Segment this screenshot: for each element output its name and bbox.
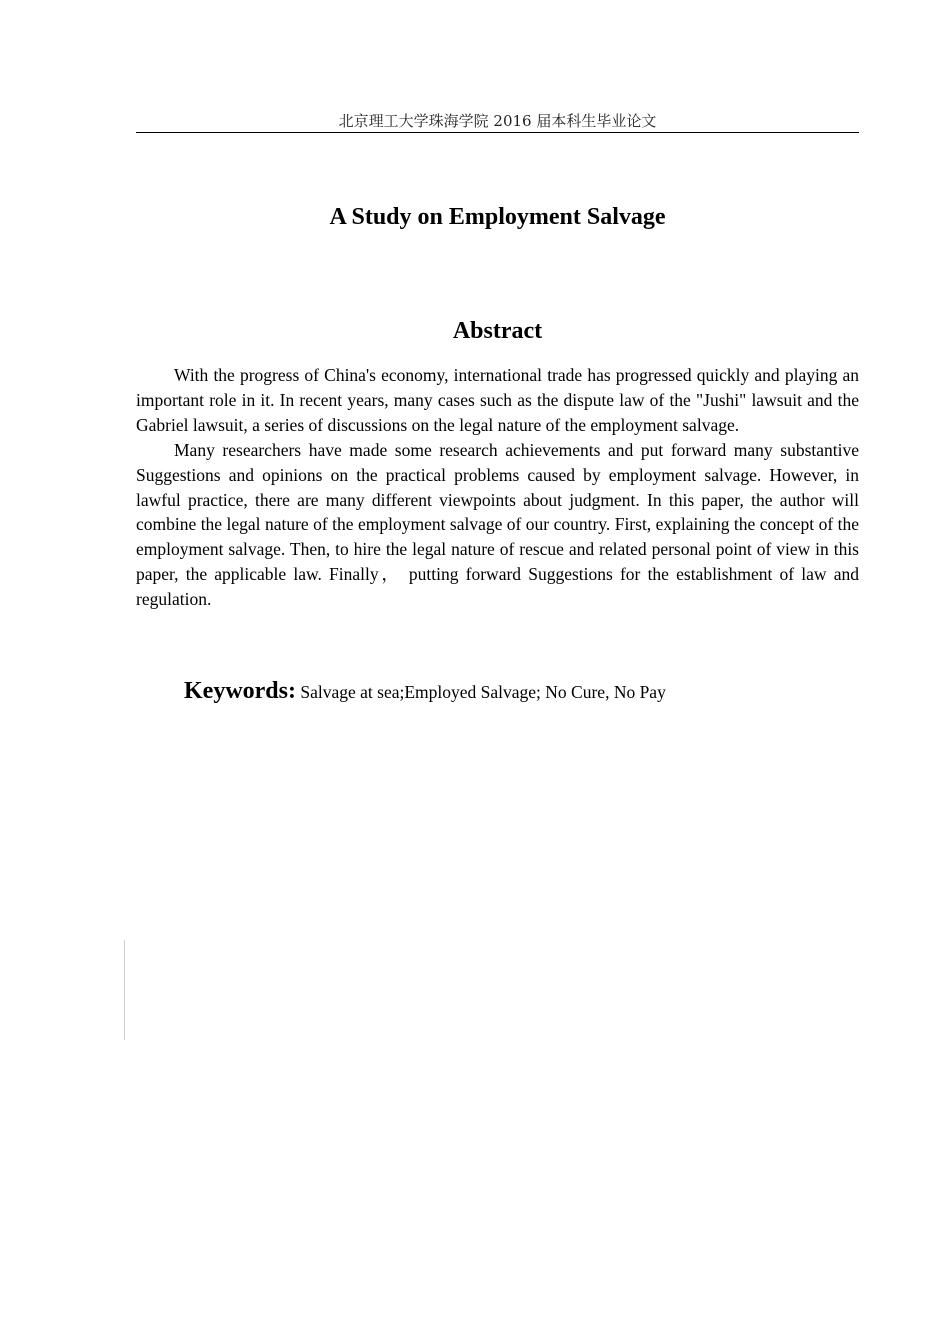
keywords-value: Salvage at sea;Employed Salvage; No Cure, No Pay xyxy=(300,682,666,702)
abstract-paragraph-1: With the progress of China's economy, international trade has progressed quickly and playing an important role in it. In recent years, many cases such as the dispute law of the "Jushi" lawsuit and the Gabriel lawsuit, a series of discussions on the legal nature of the employment salvage. xyxy=(136,365,859,435)
keywords-label: Keywords: xyxy=(184,678,296,704)
running-title: 北京理工大学珠海学院 2016 届本科生毕业论文 xyxy=(338,112,657,130)
abstract-heading: Abstract xyxy=(452,318,543,344)
margin-rule xyxy=(124,940,125,1040)
abstract-body xyxy=(136,363,859,612)
page-header xyxy=(136,112,859,133)
paper-title: A Study on Employment Salvage xyxy=(329,204,666,230)
abstract-paragraph-2: Many researchers have made some research achievements and put forward many substantive Suggestions and opinions on the practical problems caused by employment salvage. However, in lawful practice, there are many different viewpoints about judgment. In this paper, the author will combine the legal nature of the employment salvage of our country. First, explaining the concept of the employment salvage. Then, to hire the legal nature of rescue and related personal point of view in this paper, the applicable law. Finally， putting forward Suggestions for the establishment of law and regulation. xyxy=(136,439,859,610)
keywords-line xyxy=(184,676,884,707)
